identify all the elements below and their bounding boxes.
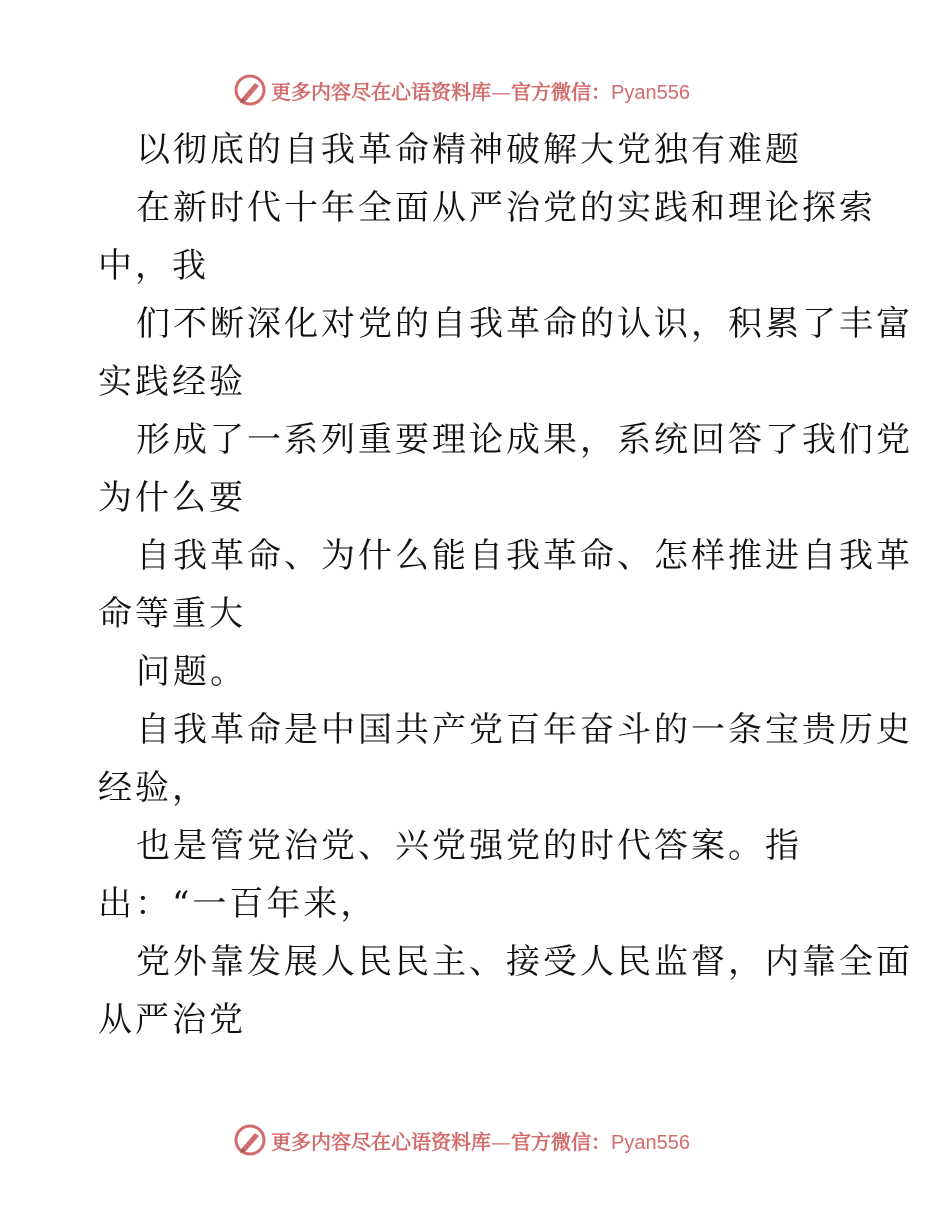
pen-logo-icon	[233, 1123, 267, 1157]
watermark-text: 更多内容尽在心语资料库—官方微信：Pyan556	[271, 79, 690, 104]
watermark-text: 更多内容尽在心语资料库—官方微信：Pyan556	[271, 1129, 690, 1154]
footer-watermark	[233, 1120, 753, 1160]
pen-logo-icon	[233, 73, 267, 107]
text-line: 命等重大	[98, 594, 246, 634]
text-line: 也是管党治党、兴党强党的时代答案。指	[136, 826, 802, 866]
text-line: 中，我	[98, 246, 209, 286]
body-text	[98, 121, 913, 1049]
text-line: 出：“一百年来，	[98, 884, 378, 924]
text-line: 经验，	[98, 768, 209, 808]
text-line: 从严治党	[98, 1000, 246, 1040]
text-line: 问题。	[136, 652, 247, 692]
text-line: 党外靠发展人民民主、接受人民监督，内靠全面	[136, 942, 913, 982]
text-line: 形成了一系列重要理论成果，系统回答了我们党	[136, 420, 913, 460]
header-watermark	[233, 70, 753, 110]
text-line: 自我革命、为什么能自我革命、怎样推进自我革	[136, 536, 913, 576]
text-line: 在新时代十年全面从严治党的实践和理论探索	[136, 188, 876, 228]
text-line: 实践经验	[98, 362, 246, 402]
text-line: 自我革命是中国共产党百年奋斗的一条宝贵历史	[136, 710, 913, 750]
text-line: 们不断深化对党的自我革命的认识，积累了丰富	[136, 304, 913, 344]
text-line: 以彻底的自我革命精神破解大党独有难题	[136, 130, 802, 170]
text-line: 为什么要	[98, 478, 246, 518]
